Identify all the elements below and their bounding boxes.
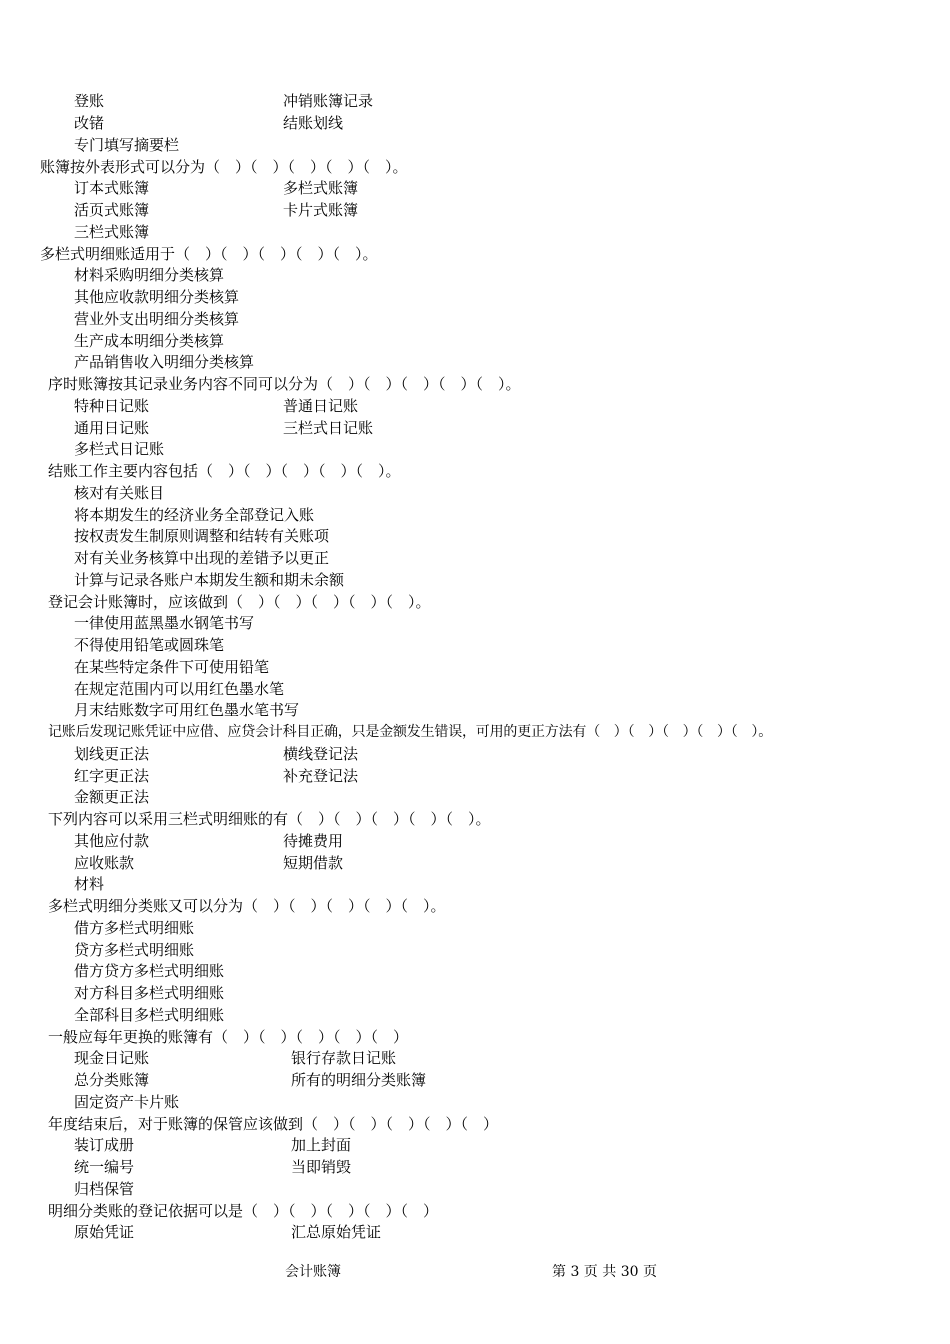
option: 材料 <box>74 875 105 893</box>
option: 一律使用蓝黑墨水钢笔书写 <box>74 614 255 632</box>
question-text: 记账后发现记账凭证中应借、应贷会计科目正确，只是金额发生错误，可用的更正方法有（ ）（ ）（ ）（ ）（ ）。 <box>48 724 772 740</box>
option: 卡片式账簿 <box>283 201 359 219</box>
option: 通用日记账 <box>74 419 150 437</box>
option: 对方科目多栏式明细账 <box>74 984 225 1002</box>
option: 计算与记录各账户本期发生额和期未余额 <box>74 571 345 589</box>
question-text: 下列内容可以采用三栏式明细账的有（ ）（ ）（ ）（ ）（ ）。 <box>48 810 491 828</box>
option: 按权责发生制原则调整和结转有关账项 <box>74 527 330 545</box>
option: 现金日记账 <box>74 1049 150 1067</box>
pre-option: 结账划线 <box>283 114 344 132</box>
pre-option: 专门填写摘要栏 <box>74 136 180 154</box>
option: 三栏式日记账 <box>283 419 374 437</box>
option: 生产成本明细分类核算 <box>74 332 225 350</box>
footer-page-number: 第 3 页 共 30 页 <box>552 1264 657 1280</box>
option: 统一编号 <box>74 1158 135 1176</box>
option: 活页式账簿 <box>74 201 150 219</box>
option: 借方贷方多栏式明细账 <box>74 962 225 980</box>
question-text: 明细分类账的登记依据可以是（ ）（ ）（ ）（ ）（ ） <box>48 1202 439 1220</box>
question-text: 账簿按外表形式可以分为（ ）（ ）（ ）（ ）（ ）。 <box>40 158 408 176</box>
footer-title: 会计账簿 <box>285 1264 341 1280</box>
option: 材料采购明细分类核算 <box>74 266 225 284</box>
option: 对有关业务核算中出现的差错予以更正 <box>74 549 330 567</box>
question-text: 一般应每年更换的账簿有（ ）（ ）（ ）（ ）（ ） <box>48 1028 409 1046</box>
pre-option: 改锗 <box>74 114 105 132</box>
question-text: 多栏式明细账适用于（ ）（ ）（ ）（ ）（ ）。 <box>40 245 378 263</box>
option: 普通日记账 <box>283 397 359 415</box>
option: 产品销售收入明细分类核算 <box>74 353 255 371</box>
option: 补充登记法 <box>283 767 359 785</box>
question-text: 年度结束后，对于账簿的保管应该做到（ ）（ ）（ ）（ ）（ ） <box>48 1115 499 1133</box>
question-text: 结账工作主要内容包括（ ）（ ）（ ）（ ）（ ）。 <box>48 462 401 480</box>
option: 划线更正法 <box>74 745 150 763</box>
option: 三栏式账簿 <box>74 223 150 241</box>
option: 总分类账簿 <box>74 1071 150 1089</box>
question-text: 多栏式明细分类账又可以分为（ ）（ ）（ ）（ ）（ ）。 <box>48 897 446 915</box>
option: 其他应付款 <box>74 832 150 850</box>
option: 其他应收款明细分类核算 <box>74 288 240 306</box>
option: 红字更正法 <box>74 767 150 785</box>
option: 原始凭证 <box>74 1223 135 1241</box>
option: 不得使用铅笔或圆珠笔 <box>74 636 225 654</box>
option: 多栏式日记账 <box>74 440 165 458</box>
option: 装订成册 <box>74 1136 135 1154</box>
option: 核对有关账目 <box>74 484 165 502</box>
option: 应收账款 <box>74 854 135 872</box>
option: 借方多栏式明细账 <box>74 919 195 937</box>
option: 全部科目多栏式明细账 <box>74 1006 225 1024</box>
option: 归档保管 <box>74 1180 135 1198</box>
question-text: 序时账簿按其记录业务内容不同可以分为（ ）（ ）（ ）（ ）（ ）。 <box>48 375 521 393</box>
option: 金额更正法 <box>74 788 150 806</box>
option: 在某些特定条件下可使用铅笔 <box>74 658 270 676</box>
option: 所有的明细分类账簿 <box>291 1071 427 1089</box>
option: 汇总原始凭证 <box>291 1223 382 1241</box>
option: 当即销毁 <box>291 1158 352 1176</box>
option: 短期借款 <box>283 854 344 872</box>
option: 特种日记账 <box>74 397 150 415</box>
option: 银行存款日记账 <box>291 1049 397 1067</box>
pre-option: 登账 <box>74 92 105 110</box>
option: 加上封面 <box>291 1136 352 1154</box>
option: 在规定范围内可以用红色墨水笔 <box>74 680 285 698</box>
option: 横线登记法 <box>283 745 359 763</box>
option: 待摊费用 <box>283 832 344 850</box>
option: 将本期发生的经济业务全部登记入账 <box>74 506 315 524</box>
option: 订本式账簿 <box>74 179 150 197</box>
question-text: 登记会计账簿时，应该做到（ ）（ ）（ ）（ ）（ ）。 <box>48 593 431 611</box>
option: 固定资产卡片账 <box>74 1093 180 1111</box>
option: 月末结账数字可用红色墨水笔书写 <box>74 701 300 719</box>
option: 贷方多栏式明细账 <box>74 941 195 959</box>
option: 多栏式账簿 <box>283 179 359 197</box>
option: 营业外支出明细分类核算 <box>74 310 240 328</box>
pre-option: 冲销账簿记录 <box>283 92 374 110</box>
